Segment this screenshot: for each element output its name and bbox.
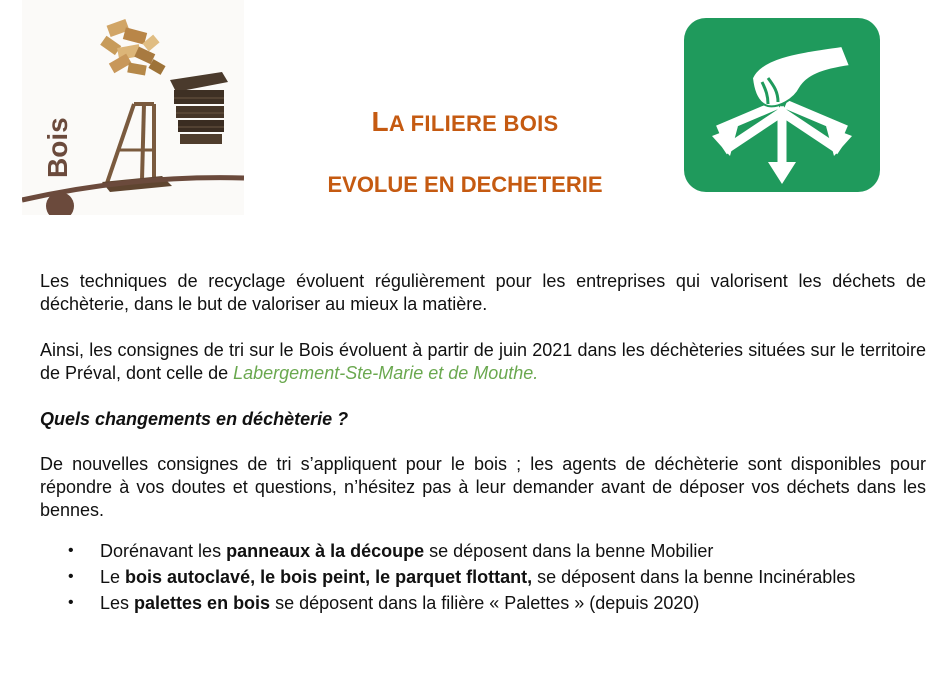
title-line1: A FILIERE BOIS — [388, 111, 559, 136]
bullet-icon: • — [68, 568, 74, 585]
list-item — [40, 538, 926, 564]
bois-logo — [22, 0, 244, 215]
list-item — [40, 564, 926, 590]
list-item-text: Le — [100, 567, 126, 587]
intro-paragraph: Les techniques de recyclage évoluent régulièrement pour les entreprises qui valorisent les déchets de déchèterie, dans le but de valoriser au mieux la matière. — [40, 271, 926, 314]
list-item-bold: panneaux à la découpe — [226, 541, 425, 561]
list-item-text: se déposent dans la benne Incinérables — [532, 567, 856, 587]
article-body — [40, 270, 926, 616]
consignes-paragraph — [40, 339, 926, 385]
page-subtitle: EVOLUE EN DECHETERIE — [327, 172, 603, 197]
logo-label: Bois — [42, 117, 73, 178]
bullet-icon: • — [68, 594, 74, 611]
list-item-bold: palettes en bois — [134, 593, 271, 613]
list-item-text: Les — [100, 593, 135, 613]
list-item — [40, 590, 926, 616]
location-highlight: Labergement-Ste-Marie et de Mouthe. — [233, 363, 539, 383]
title-initial: L — [371, 106, 389, 137]
page-title — [300, 106, 630, 138]
consignes-text: Ainsi, les consignes de tri sur le Bois évoluent à partir de juin 2021 dans les déchèteries situées sur le territoire de Préval, dont celle de — [40, 340, 926, 383]
bullet-icon: • — [68, 542, 74, 559]
agents-paragraph: De nouvelles consignes de tri s’appliquent pour le bois ; les agents de déchèterie sont disponibles pour répondre à vos doutes et questions, n’hésitez pas à leur demander avant de déposer vos déchets dans les bennes. — [40, 454, 926, 520]
section-question: Quels changements en déchèterie ? — [40, 409, 349, 429]
list-item-bold: bois autoclavé, le bois peint, le parquet flottant, — [125, 567, 533, 587]
bullet-list — [40, 538, 926, 616]
hand-arrows-icon — [682, 16, 882, 194]
list-item-text: Dorénavant les — [100, 541, 227, 561]
list-item-text: se déposent dans la benne Mobilier — [424, 541, 714, 561]
list-item-text: se déposent dans la filière « Palettes » (depuis 2020) — [270, 593, 700, 613]
